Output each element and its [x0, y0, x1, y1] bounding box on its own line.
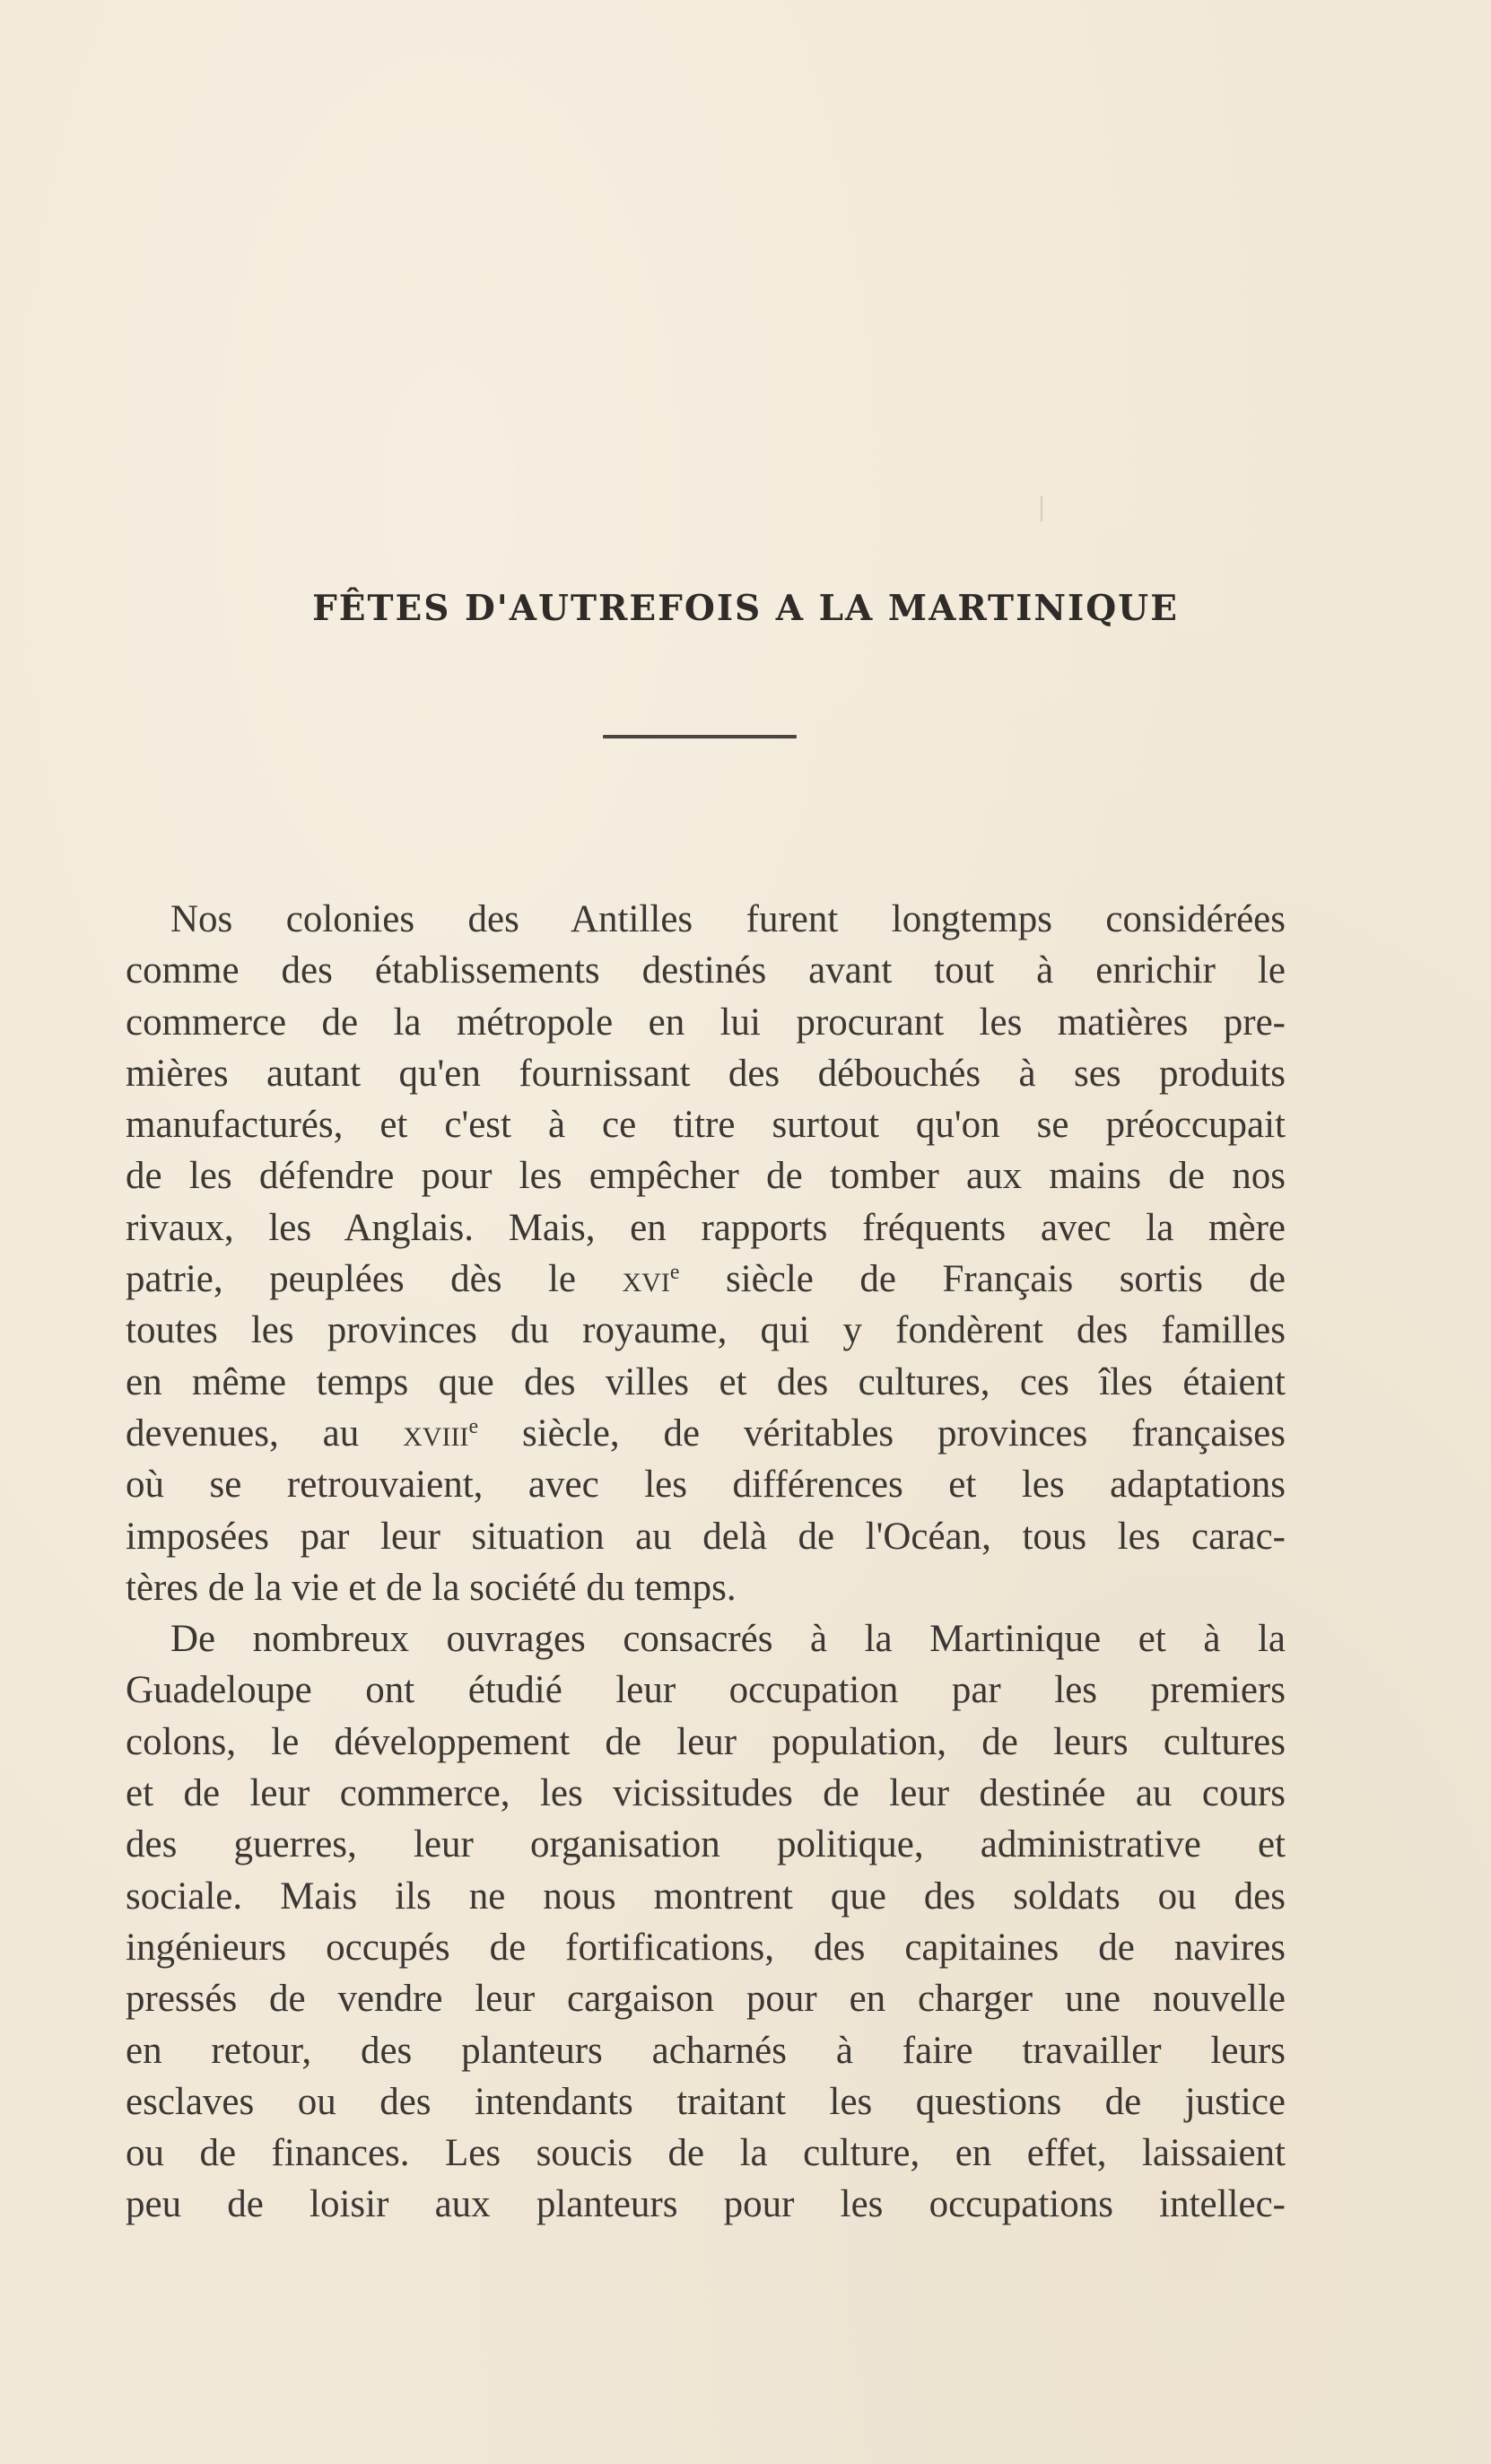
superscript: e: [669, 1261, 680, 1285]
body-text: [126, 894, 1286, 2231]
superscript: e: [468, 1414, 479, 1438]
text-line: rivaux, les Anglais. Mais, en rapports fréquents avec la mère: [126, 1206, 1286, 1249]
text-line: Guadeloupe ont étudié leur occupation par les premiers: [126, 1669, 1286, 1712]
text-line: tères de la vie et de la société du temps.: [126, 1566, 737, 1609]
text-fragment: patrie, peuplées dès le: [126, 1258, 623, 1301]
paragraph-2: [126, 1613, 1286, 2231]
text-line: en retour, des planteurs acharnés à faire travailler leurs: [126, 2029, 1286, 2072]
text-line: où se retrouvaient, avec les différences et les adaptations: [126, 1464, 1286, 1507]
text-line: esclaves ou des intendants traitant les questions de justice: [126, 2080, 1286, 2123]
title-divider-rule: [603, 735, 797, 738]
text-line: et de leur commerce, les vicissitudes de leur destinée au cours: [126, 1772, 1286, 1815]
text-line: colons, le développement de leur population, de leurs cultures: [126, 1720, 1286, 1763]
text-line-with-century: [126, 1254, 1286, 1305]
paragraph-1: [126, 894, 1286, 1613]
roman-century: xvi: [622, 1258, 670, 1301]
text-line: manufacturés, et c'est à ce titre surtout qu'on se préoccupait: [126, 1104, 1286, 1147]
chapter-title: FÊTES D'AUTREFOIS A LA MARTINIQUE: [312, 588, 1179, 629]
roman-century: xviii: [403, 1411, 469, 1455]
text-fragment: devenues, au: [126, 1411, 404, 1455]
text-line: toutes les provinces du royaume, qui y fondèrent des familles: [126, 1309, 1286, 1352]
text-line: ou de finances. Les soucis de la culture, en effet, laissaient: [126, 2132, 1286, 2175]
text-line: sociale. Mais ils ne nous montrent que des soldats ou des: [126, 1874, 1286, 1918]
text-line: De nombreux ouvrages consacrés à la Martinique et à la: [170, 1618, 1286, 1661]
text-line: peu de loisir aux planteurs pour les occupations intellec-: [126, 2183, 1286, 2226]
text-fragment: siècle, de véritables provinces françaises: [478, 1411, 1286, 1455]
text-line: comme des établissements destinés avant tout à enrichir le: [126, 949, 1286, 992]
text-line: pressés de vendre leur cargaison pour en charger une nouvelle: [126, 1978, 1286, 2021]
text-line: ingénieurs occupés de fortifications, des capitaines de navires: [126, 1926, 1286, 1969]
text-line-with-century: [126, 1408, 1286, 1459]
text-line: des guerres, leur organisation politique, administrative et: [126, 1823, 1286, 1866]
text-line: de les défendre pour les empêcher de tomber aux mains de nos: [126, 1155, 1286, 1198]
text-line: en même temps que des villes et des cultures, ces îles étaient: [126, 1360, 1286, 1403]
text-line: mières autant qu'en fournissant des débouchés à ses produits: [126, 1052, 1286, 1095]
text-line: imposées par leur situation au delà de l'Océan, tous les carac-: [126, 1515, 1286, 1558]
stray-ink-mark: [1041, 496, 1042, 521]
text-fragment: siècle de Français sortis de: [679, 1258, 1286, 1301]
text-line: Nos colonies des Antilles furent longtemps considérées: [170, 898, 1286, 940]
text-line: commerce de la métropole en lui procurant les matières pre-: [126, 1000, 1286, 1044]
